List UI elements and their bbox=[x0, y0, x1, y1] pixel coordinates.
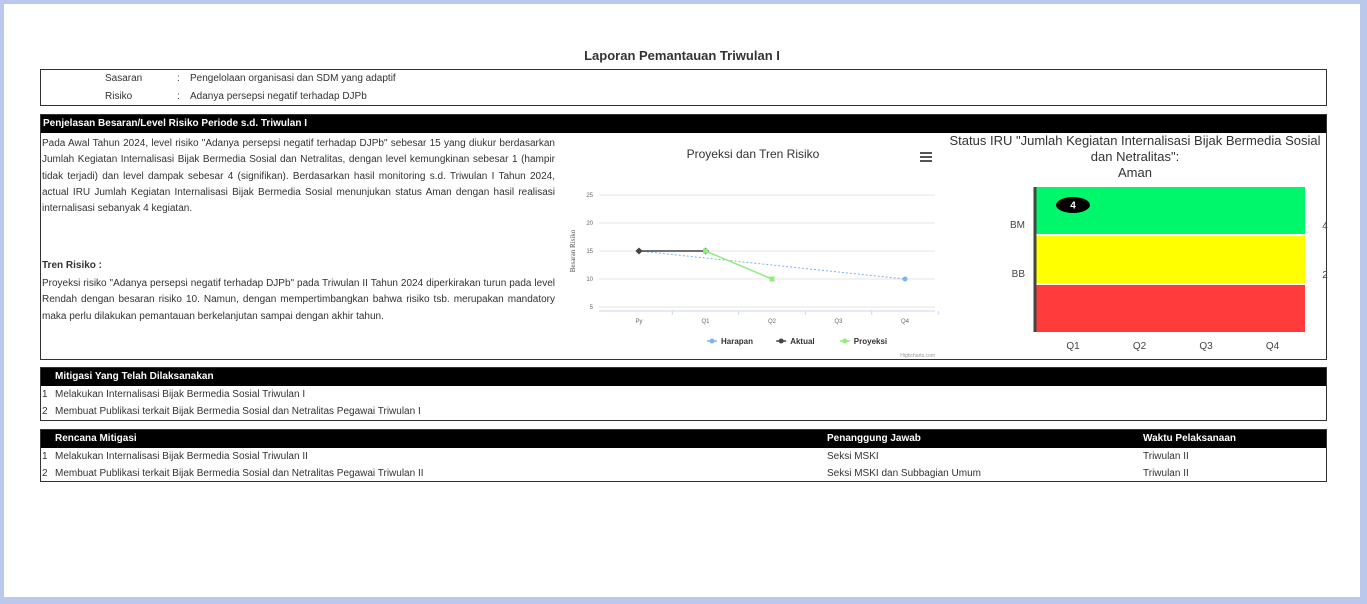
mitigasi-header: Mitigasi Yang Telah Dilaksanakan bbox=[41, 368, 1326, 386]
sasaran-row bbox=[41, 71, 1326, 87]
explain-header: Penjelasan Besaran/Level Risiko Periode s.d. Triwulan I bbox=[41, 115, 1326, 133]
rencana-list bbox=[41, 448, 1326, 482]
legend-marker bbox=[842, 339, 847, 344]
band-label: BB bbox=[1011, 269, 1025, 280]
explain-section bbox=[40, 114, 1327, 360]
rencana-header-label: Rencana Mitigasi bbox=[55, 433, 137, 444]
y-axis-label: Besaran Risiko bbox=[569, 229, 577, 273]
sasaran-label: Sasaran bbox=[105, 73, 143, 84]
chart-title: Proyeksi dan Tren Risiko bbox=[686, 147, 820, 161]
right-axis-label: 2 bbox=[1322, 270, 1328, 281]
right-axis-label: 4 bbox=[1322, 221, 1328, 232]
report-title: Laporan Pemantauan Triwulan I bbox=[584, 48, 780, 63]
series-line-proyeksi bbox=[706, 251, 773, 279]
item-number: 2 bbox=[42, 406, 48, 417]
mitigasi-list bbox=[41, 386, 1326, 420]
status-band bbox=[1035, 285, 1305, 332]
x-tick-label: Q2 bbox=[767, 319, 777, 325]
item-text: Membuat Publikasi terkait Bijak Bermedia Sosial dan Netralitas Pegawai Triwulan II bbox=[55, 468, 424, 479]
x-tick-label: Q4 bbox=[1265, 341, 1280, 352]
status-band bbox=[1035, 236, 1305, 283]
tren-title: Tren Risiko : bbox=[42, 260, 103, 271]
legend-marker bbox=[710, 339, 715, 344]
sasaran-value: Pengelolaan organisasi dan SDM yang adaptif bbox=[190, 73, 396, 84]
legend-item[interactable]: Proyeksi bbox=[853, 337, 888, 346]
y-tick-label: 20 bbox=[586, 221, 593, 227]
x-tick-label: Py bbox=[635, 319, 643, 325]
rencana-header-wk: Waktu Pelaksanaan bbox=[1143, 433, 1237, 444]
mitigasi-section bbox=[40, 367, 1327, 421]
trend-plot bbox=[569, 147, 938, 359]
rencana-header-pj: Penanggung Jawab bbox=[827, 433, 921, 444]
x-tick-label: Q4 bbox=[900, 319, 910, 325]
y-tick-label: 10 bbox=[586, 277, 593, 283]
item-waktu: Triwulan II bbox=[1143, 451, 1189, 462]
tren-paragraph: Proyeksi risiko "Adanya persepsi negatif terhadap DJPb" pada Triwulan II Tahun 2024 diperkirakan turun pada level Rendah dengan besaran risiko 10. Namun, dengan mempertimbangkan bahwa risiko tsb. merupakan mandatory maka perlu dilakukan pemantauan berkelanjutan sampai dengan akhir tahun. bbox=[42, 278, 555, 322]
risiko-value: Adanya persepsi negatif terhadap DJPb bbox=[190, 91, 367, 102]
list-item bbox=[41, 386, 1326, 403]
trend-chart-svg bbox=[563, 139, 941, 359]
legend-item[interactable]: Harapan bbox=[721, 337, 754, 346]
band-label: BM bbox=[1010, 220, 1025, 231]
item-waktu: Triwulan II bbox=[1143, 468, 1189, 479]
x-tick-label: Q1 bbox=[701, 319, 710, 325]
risiko-separator: : bbox=[177, 91, 180, 102]
iru-status-text: Aman bbox=[1118, 165, 1152, 180]
item-number: 1 bbox=[42, 451, 48, 462]
table-row bbox=[41, 465, 1326, 482]
data-point bbox=[703, 249, 708, 254]
data-point bbox=[903, 277, 908, 282]
x-tick-label: Q2 bbox=[1132, 341, 1147, 352]
value-marker-label: 4 bbox=[1070, 200, 1076, 212]
item-number: 1 bbox=[42, 389, 48, 400]
trend-chart bbox=[563, 139, 941, 359]
item-number: 2 bbox=[42, 468, 48, 479]
y-tick-label: 5 bbox=[589, 305, 593, 311]
legend-item[interactable]: Aktual bbox=[790, 337, 815, 346]
series-line-harapan bbox=[639, 251, 905, 279]
item-text: Membuat Publikasi terkait Bijak Bermedia Sosial dan Netralitas Pegawai Triwulan I bbox=[55, 406, 421, 417]
table-row bbox=[41, 448, 1326, 465]
data-point bbox=[635, 247, 642, 254]
rencana-header bbox=[41, 430, 1326, 448]
chart-credits[interactable]: Highcharts.com bbox=[900, 353, 935, 359]
chart-menu-icon[interactable] bbox=[920, 152, 932, 162]
iru-title bbox=[947, 133, 1323, 181]
item-text: Melakukan Internalisasi Bijak Bermedia Sosial Triwulan I bbox=[55, 389, 306, 400]
report-page bbox=[4, 4, 1360, 597]
info-box bbox=[40, 69, 1327, 106]
rencana-section bbox=[40, 429, 1327, 482]
data-point bbox=[770, 277, 775, 282]
y-tick-label: 25 bbox=[586, 193, 593, 199]
risiko-row bbox=[41, 89, 1326, 105]
iru-title-text: Status IRU "Jumlah Kegiatan Internalisasi Bijak Bermedia Sosial dan Netralitas": bbox=[949, 133, 1321, 164]
x-tick-label: Q3 bbox=[834, 319, 843, 325]
x-tick-label: Q1 bbox=[1066, 341, 1080, 352]
item-penanggung-jawab: Seksi MSKI bbox=[827, 451, 879, 462]
item-text: Melakukan Internalisasi Bijak Bermedia Sosial Triwulan II bbox=[55, 451, 308, 462]
explain-paragraph: Pada Awal Tahun 2024, level risiko "Adanya persepsi negatif terhadap DJPb" sebesar 15 yang diukur berdasarkan Jumlah Kegiatan Internalisasi Bijak Bermedia Sosial dan Netralitas, dengan level kemungkinan sebesar 1 (hampir tidak terjadi) dan level dampak sebesar 4 (signifikan). Berdasarkan hasil monitoring s.d. Triwulan I Tahun 2024, actual IRU Jumlah Kegiatan Internalisasi Bijak Bermedia Sosial menunjukan status Aman dengan hasil realisasi internalisasi sebanyak 4 kegiatan. bbox=[42, 138, 555, 215]
sasaran-separator: : bbox=[177, 73, 180, 84]
list-item bbox=[41, 403, 1326, 420]
risiko-label: Risiko bbox=[105, 91, 133, 102]
y-tick-label: 15 bbox=[586, 249, 593, 255]
iru-status-chart bbox=[947, 131, 1328, 359]
legend-marker bbox=[779, 339, 784, 344]
x-tick-label: Q3 bbox=[1199, 341, 1213, 352]
item-penanggung-jawab: Seksi MSKI dan Subbagian Umum bbox=[827, 468, 981, 479]
